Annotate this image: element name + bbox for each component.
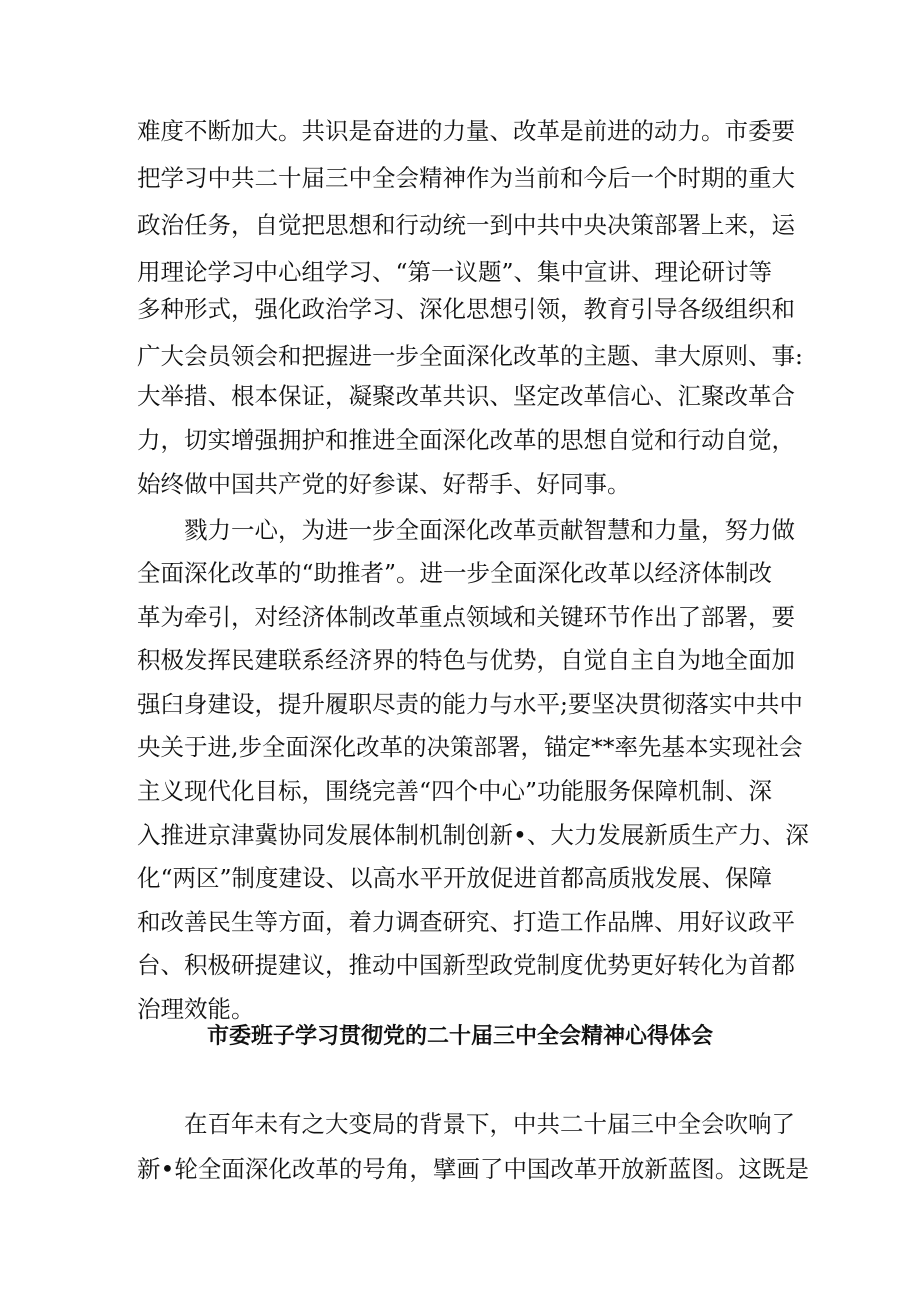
text-line: 和改善民生等方面，着力调查研究、打造工作品牌、用好议政平	[137, 908, 795, 936]
text-line: 广大会员领会和把握进一步全面深化改革的主题、聿大原则、事:	[137, 342, 803, 370]
text-line: 难度不断加大。共识是奋进的力量、改革是前进的动力。市委要	[137, 117, 795, 145]
text-line: 全面深化改革的“助推者”。进一步全面深化改革以经济体制改	[137, 559, 773, 587]
text-line: 用理论学习中心组学习、“第一议题”、集中宣讲、理论研讨等	[137, 258, 773, 286]
text-line: 央关于进,步全面深化改革的决策部署，锚定**率先基本实现社会	[137, 733, 803, 761]
text-line: 在百年未有之大变局的背景下，中共二十届三中全会吹响了	[184, 1110, 795, 1138]
text-line: 台、积极研提建议，推动中国新型政党制度优势更好转化为首都	[137, 951, 795, 979]
text-line: 革为牵引，对经济体制改革重点领域和关键环节作出了部署，要	[137, 603, 795, 631]
text-line: 戮力一心，为进一步全面深化改革贡献智慧和力量，努力做	[184, 516, 795, 544]
section-heading: 市委班子学习贯彻党的二十届三中全会精神心得体会	[206, 1024, 713, 1049]
text-line: 化“两区”制度建设、以高水平开放促进首都高质戕发展、保障	[137, 864, 773, 892]
text-line: 入推进京津冀协同发展体制机制创新•、大力发展新质生产力、深	[137, 821, 809, 849]
text-line: 多种形式，强化政治学习、深化思想引领，教育引导各级组织和	[137, 295, 795, 323]
text-line: 强臼身建设，提升履职尽责的能力与水平;要坚决贯彻落实中共中	[137, 690, 803, 718]
text-line: 把学习中共二十届三中全会精神作为当前和今后一个时期的重大	[137, 164, 795, 192]
text-line: 政治任务，自觉把思想和行动统一到中共中央决策部署上来，运	[137, 211, 795, 239]
text-line: 新•轮全面深化改革的号角，擘画了中国改革开放新蓝图。这既是	[137, 1155, 809, 1183]
text-line: 治理效能。	[137, 995, 255, 1023]
text-line: 力，切实增强拥护和推进全面深化改革的思想自觉和行动自觉，	[137, 426, 795, 454]
text-line: 始终做中国共产党的好参谋、好帮手、好同事。	[137, 470, 631, 498]
text-line: 大举措、根本保证，凝聚改革共识、坚定改革信心、汇聚改革合	[137, 382, 795, 410]
text-line: 主义现代化目标，围绕完善“四个中心”功能服务保障机制、深	[137, 777, 773, 805]
text-line: 积极发挥民建联系经济界的特色与优势，自觉自主自为地全面加	[137, 646, 795, 674]
